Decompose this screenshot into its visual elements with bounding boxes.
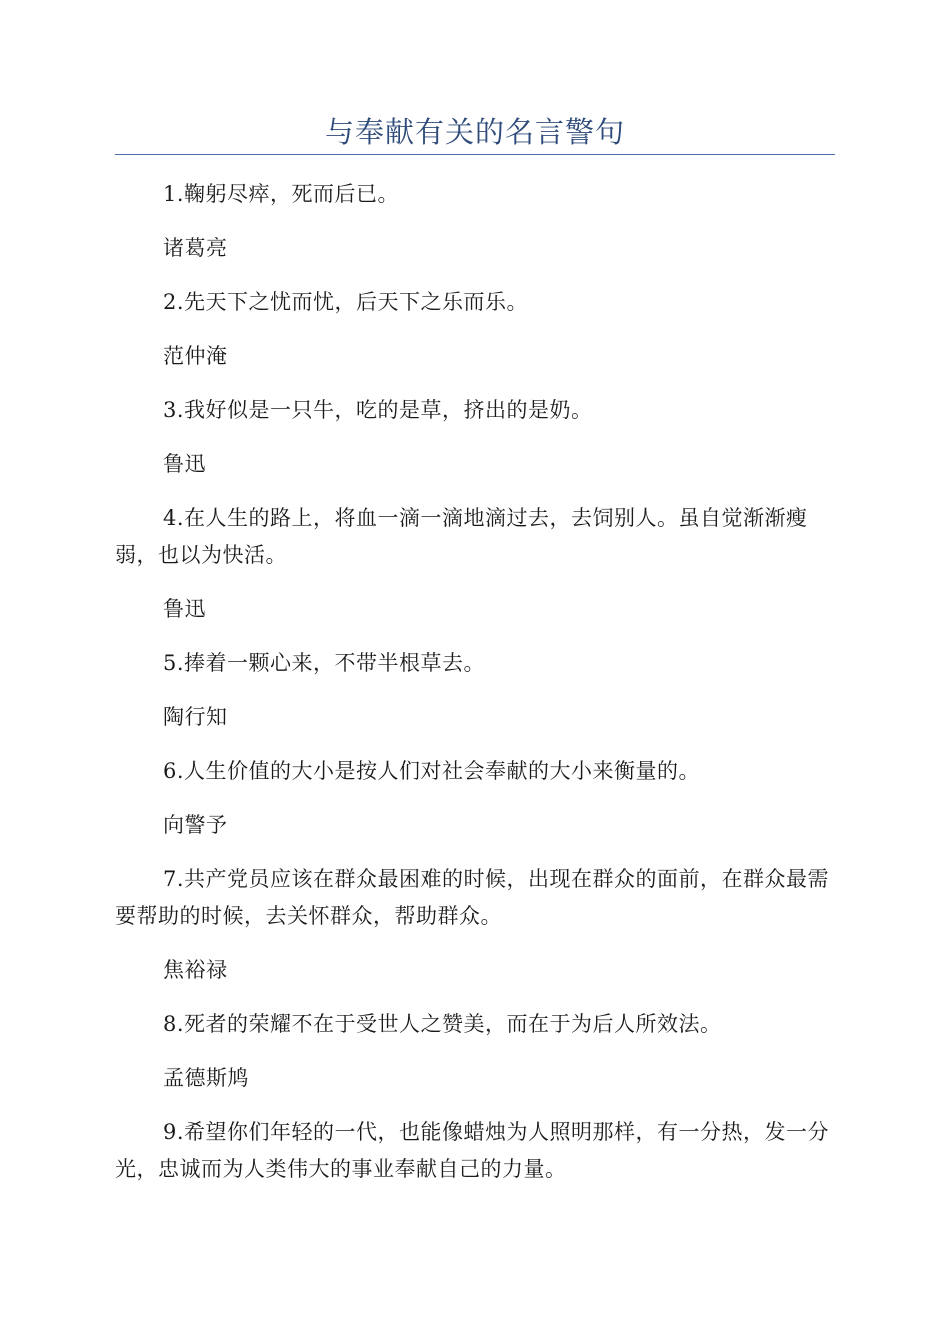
quote-paragraph: 3.我好似是一只牛，吃的是草，挤出的是奶。 bbox=[163, 398, 593, 422]
quote-author: 范仲淹 bbox=[163, 344, 228, 368]
quote-paragraph: 2.先天下之忧而忧，后天下之乐而乐。 bbox=[163, 290, 529, 314]
quote-paragraph: 6.人生价值的大小是按人们对社会奉献的大小来衡量的。 bbox=[163, 759, 701, 783]
document-body bbox=[115, 176, 835, 1205]
page-title: 与奉献有关的名言警句 bbox=[324, 115, 625, 149]
quote-author: 焦裕禄 bbox=[163, 958, 228, 982]
quote-paragraph: 8.死者的荣耀不在于受世人之赞美，而在于为后人所效法。 bbox=[163, 1012, 722, 1036]
quote-paragraph: 5.捧着一颗心来，不带半根草去。 bbox=[163, 651, 486, 675]
title-underline bbox=[115, 154, 835, 155]
quote-author: 鲁迅 bbox=[163, 452, 206, 476]
quote-author: 诸葛亮 bbox=[163, 236, 228, 260]
quote-paragraph: 1.鞠躬尽瘁，死而后已。 bbox=[163, 182, 400, 206]
quote-author: 陶行知 bbox=[163, 705, 228, 729]
quote-author: 鲁迅 bbox=[163, 597, 206, 621]
quote-paragraph: 9.希望你们年轻的一代，也能像蜡烛为人照明那样，有一分热，发一分光，忠诚而为人类伟大的事业奉献自己的力量。 bbox=[115, 1120, 830, 1181]
quote-paragraph: 4.在人生的路上，将血一滴一滴地滴过去，去饲别人。虽自觉渐渐瘦弱，也以为快活。 bbox=[115, 506, 808, 567]
quote-paragraph: 7.共产党员应该在群众最困难的时候，出现在群众的面前，在群众最需要帮助的时候，去关怀群众，帮助群众。 bbox=[115, 867, 830, 928]
quote-author: 孟德斯鸠 bbox=[163, 1066, 249, 1090]
quote-author: 向警予 bbox=[163, 813, 228, 837]
